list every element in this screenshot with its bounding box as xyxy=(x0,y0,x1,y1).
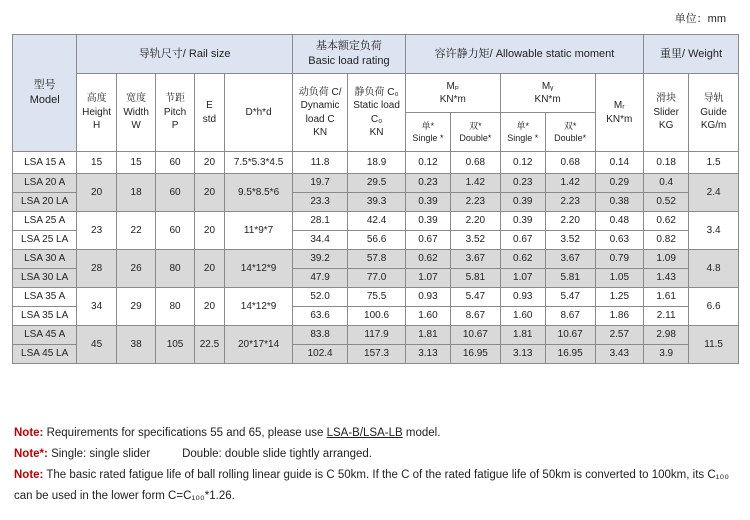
cell-e-std: 20 xyxy=(194,212,224,250)
table-row xyxy=(13,288,739,307)
cell-my-double: 2.23 xyxy=(545,193,595,212)
cell-slider-weight: 0.52 xyxy=(644,193,689,212)
header-double-cn: 双* xyxy=(469,120,482,131)
note-3-text: The basic rated fatigue life of ball rolling linear guide is C 50km. If the C of the rated fatigue life of 50km is converted to 100km, its C₁₀₀ can be used in the lower form C=C₁₀₀*1.26. xyxy=(14,469,730,502)
cell-dynamic-load: 39.2 xyxy=(292,250,347,269)
note-2-label: Note*: xyxy=(14,448,48,460)
header-dynamic-en: Dynamic xyxy=(300,100,340,111)
note-1 xyxy=(14,423,738,444)
cell-e-std: 20 xyxy=(194,250,224,288)
spec-table xyxy=(12,34,739,364)
cell-static-load: 29.5 xyxy=(348,174,406,193)
cell-mp-single: 1.81 xyxy=(405,326,450,345)
cell-my-double: 0.68 xyxy=(545,152,595,174)
note-1-text-b: model. xyxy=(402,427,441,439)
header-double-en: Double* xyxy=(459,133,492,143)
cell-mr: 0.79 xyxy=(595,250,644,269)
cell-my-double: 1.42 xyxy=(545,174,595,193)
cell-static-load: 18.9 xyxy=(348,152,406,174)
note-2-text: Single: single slider Double: double slide tightly arranged. xyxy=(47,448,372,460)
header-dynamic-en2: load C xyxy=(305,113,335,125)
cell-mr: 1.25 xyxy=(595,288,644,307)
cell-my-single: 0.67 xyxy=(500,231,545,250)
header-static-unit: KN xyxy=(369,127,384,138)
cell-slider-weight: 1.43 xyxy=(644,269,689,288)
header-static-cn: 静负荷 C₀ xyxy=(354,86,399,98)
header-width-cn: 宽度 xyxy=(126,93,147,105)
cell-mp-single: 0.62 xyxy=(405,250,450,269)
cell-model: LSA 20 A xyxy=(13,174,77,193)
cell-slider-weight: 2.11 xyxy=(644,307,689,326)
cell-guide-weight: 4.8 xyxy=(689,250,739,288)
header-double-en: Double* xyxy=(554,133,587,143)
header-mr-sym: Mᵣ xyxy=(613,100,625,111)
header-basic-load xyxy=(292,35,405,74)
cell-guide-weight: 2.4 xyxy=(689,174,739,212)
cell-dynamic-load: 11.8 xyxy=(292,152,347,174)
cell-mp-single: 1.07 xyxy=(405,269,450,288)
cell-dhd: 14*12*9 xyxy=(225,250,293,288)
header-slider-cn: 滑块 xyxy=(656,93,677,105)
header-weight: 重里/ Weight xyxy=(644,35,739,74)
cell-my-single: 0.12 xyxy=(500,152,545,174)
cell-guide-weight: 11.5 xyxy=(689,326,739,364)
cell-mp-single: 1.60 xyxy=(405,307,450,326)
note-3 xyxy=(14,465,738,507)
header-width xyxy=(116,74,156,152)
header-basic-load-cn: 基本额定负荷 xyxy=(315,40,382,53)
header-my-double xyxy=(545,113,595,152)
note-1-model-link[interactable]: LSA-B/LSA-LB xyxy=(326,427,403,439)
header-model xyxy=(13,35,77,152)
note-1-text-a: Requirements for specifications 55 and 65, please use xyxy=(43,427,327,439)
cell-mp-single: 0.39 xyxy=(405,193,450,212)
header-my-unit: KN*m xyxy=(534,94,561,105)
table-row xyxy=(13,250,739,269)
cell-model: LSA 25 LA xyxy=(13,231,77,250)
table-row xyxy=(13,174,739,193)
header-width-sym: W xyxy=(131,120,141,132)
cell-mp-single: 0.67 xyxy=(405,231,450,250)
cell-e-std: 20 xyxy=(194,288,224,326)
cell-my-single: 0.23 xyxy=(500,174,545,193)
cell-my-single: 0.62 xyxy=(500,250,545,269)
cell-my-single: 0.39 xyxy=(500,212,545,231)
header-mp-double xyxy=(451,113,501,152)
cell-mp-double: 0.68 xyxy=(451,152,501,174)
cell-slider-weight: 0.4 xyxy=(644,174,689,193)
cell-mp-single: 3.13 xyxy=(405,345,450,364)
cell-dynamic-load: 28.1 xyxy=(292,212,347,231)
header-e-std-label: std xyxy=(202,113,217,125)
cell-static-load: 77.0 xyxy=(348,269,406,288)
header-slider xyxy=(644,74,689,152)
header-mr-unit: KN*m xyxy=(606,113,633,125)
header-dhd: D*h*d xyxy=(225,74,293,152)
table-row xyxy=(13,326,739,345)
cell-slider-weight: 1.09 xyxy=(644,250,689,269)
cell-mr: 0.63 xyxy=(595,231,644,250)
cell-width: 29 xyxy=(116,288,156,326)
cell-model: LSA 35 A xyxy=(13,288,77,307)
cell-static-load: 100.6 xyxy=(348,307,406,326)
header-height xyxy=(77,74,117,152)
cell-pitch: 105 xyxy=(156,326,194,364)
header-single-en: Single * xyxy=(412,133,444,143)
cell-height: 15 xyxy=(77,152,117,174)
header-my-sym: Mᵧ xyxy=(541,80,554,92)
cell-static-load: 117.9 xyxy=(348,326,406,345)
cell-model: LSA 15 A xyxy=(13,152,77,174)
cell-pitch: 60 xyxy=(156,212,194,250)
cell-guide-weight: 3.4 xyxy=(689,212,739,250)
cell-mp-single: 0.39 xyxy=(405,212,450,231)
header-e-sym: E xyxy=(206,100,213,111)
cell-width: 22 xyxy=(116,212,156,250)
header-mp xyxy=(405,74,500,113)
cell-static-load: 56.6 xyxy=(348,231,406,250)
header-height-sym: H xyxy=(92,120,101,132)
cell-mr: 0.38 xyxy=(595,193,644,212)
cell-my-double: 8.67 xyxy=(545,307,595,326)
cell-width: 18 xyxy=(116,174,156,212)
header-single-cn: 单* xyxy=(516,120,530,131)
cell-dhd: 20*17*14 xyxy=(225,326,293,364)
cell-width: 38 xyxy=(116,326,156,364)
header-dynamic-load xyxy=(292,74,347,152)
header-e-std xyxy=(194,74,224,152)
cell-my-single: 0.93 xyxy=(500,288,545,307)
cell-mp-double: 10.67 xyxy=(451,326,501,345)
header-pitch-sym: P xyxy=(171,120,179,132)
header-model-en: Model xyxy=(29,94,60,106)
cell-my-double: 3.67 xyxy=(545,250,595,269)
cell-height: 34 xyxy=(77,288,117,326)
cell-my-double: 16.95 xyxy=(545,345,595,364)
cell-mp-double: 5.47 xyxy=(451,288,501,307)
cell-mr: 0.29 xyxy=(595,174,644,193)
table-row xyxy=(13,152,739,174)
header-mp-single xyxy=(405,113,450,152)
cell-model: LSA 30 A xyxy=(13,250,77,269)
cell-my-double: 5.47 xyxy=(545,288,595,307)
cell-height: 23 xyxy=(77,212,117,250)
note-2 xyxy=(14,444,738,465)
unit-label: 单位：mm xyxy=(674,13,726,25)
cell-mp-double: 3.67 xyxy=(451,250,501,269)
cell-my-double: 5.81 xyxy=(545,269,595,288)
cell-model: LSA 25 A xyxy=(13,212,77,231)
header-single-en: Single * xyxy=(507,133,539,143)
header-height-en: Height xyxy=(82,106,112,118)
cell-mr: 0.48 xyxy=(595,212,644,231)
header-height-cn: 高度 xyxy=(86,93,107,105)
header-double-cn: 双* xyxy=(563,120,577,131)
cell-dhd: 11*9*7 xyxy=(225,212,293,250)
cell-model: LSA 35 LA xyxy=(13,307,77,326)
header-mr xyxy=(595,74,644,152)
cell-pitch: 80 xyxy=(156,250,194,288)
cell-dynamic-load: 23.3 xyxy=(292,193,347,212)
cell-static-load: 75.5 xyxy=(348,288,406,307)
cell-slider-weight: 2.98 xyxy=(644,326,689,345)
header-guide-unit: KG/m xyxy=(700,120,727,132)
header-dynamic-unit: KN xyxy=(313,127,328,138)
table-row xyxy=(13,212,739,231)
cell-mp-double: 1.42 xyxy=(451,174,501,193)
notes xyxy=(14,423,738,507)
cell-dynamic-load: 83.8 xyxy=(292,326,347,345)
cell-my-single: 0.39 xyxy=(500,193,545,212)
cell-mp-double: 16.95 xyxy=(451,345,501,364)
cell-dhd: 7.5*5.3*4.5 xyxy=(225,152,293,174)
header-guide-en: Guide xyxy=(700,106,727,118)
cell-e-std: 22.5 xyxy=(194,326,224,364)
cell-mp-single: 0.12 xyxy=(405,152,450,174)
cell-my-double: 10.67 xyxy=(545,326,595,345)
cell-dynamic-load: 52.0 xyxy=(292,288,347,307)
cell-height: 45 xyxy=(77,326,117,364)
header-my-single xyxy=(500,113,545,152)
header-pitch-cn: 节距 xyxy=(165,93,186,105)
cell-e-std: 20 xyxy=(194,174,224,212)
cell-pitch: 60 xyxy=(156,174,194,212)
header-guide-cn: 导轨 xyxy=(703,93,724,105)
cell-mr: 3.43 xyxy=(595,345,644,364)
note-1-label: Note: xyxy=(14,427,44,439)
cell-mp-single: 0.93 xyxy=(405,288,450,307)
cell-guide-weight: 1.5 xyxy=(689,152,739,174)
cell-width: 26 xyxy=(116,250,156,288)
cell-dynamic-load: 34.4 xyxy=(292,231,347,250)
cell-pitch: 80 xyxy=(156,288,194,326)
cell-slider-weight: 1.61 xyxy=(644,288,689,307)
header-mp-unit: KN*m xyxy=(439,94,466,105)
cell-model: LSA 45 LA xyxy=(13,345,77,364)
header-mp-sym: Mₚ xyxy=(446,80,460,92)
cell-height: 28 xyxy=(77,250,117,288)
header-dynamic-cn: 动负荷 C/ xyxy=(298,86,342,98)
cell-mp-double: 8.67 xyxy=(451,307,501,326)
cell-mp-double: 3.52 xyxy=(451,231,501,250)
cell-slider-weight: 0.62 xyxy=(644,212,689,231)
cell-my-single: 3.13 xyxy=(500,345,545,364)
header-static-en: Static load xyxy=(353,100,400,111)
header-my xyxy=(500,74,595,113)
cell-mr: 0.14 xyxy=(595,152,644,174)
cell-my-single: 1.07 xyxy=(500,269,545,288)
header-static-load xyxy=(348,74,406,152)
cell-model: LSA 45 A xyxy=(13,326,77,345)
cell-slider-weight: 3.9 xyxy=(644,345,689,364)
header-pitch xyxy=(156,74,194,152)
cell-dynamic-load: 63.6 xyxy=(292,307,347,326)
header-rail-size: 导轨尺寸/ Rail size xyxy=(77,35,293,74)
cell-width: 15 xyxy=(116,152,156,174)
cell-mp-double: 2.23 xyxy=(451,193,501,212)
cell-static-load: 57.8 xyxy=(348,250,406,269)
cell-my-single: 1.60 xyxy=(500,307,545,326)
header-pitch-en: Pitch xyxy=(163,106,187,118)
header-model-cn: 型号 xyxy=(33,79,56,92)
cell-model: LSA 30 LA xyxy=(13,269,77,288)
cell-e-std: 20 xyxy=(194,152,224,174)
header-slider-en: Slider xyxy=(653,106,679,118)
cell-slider-weight: 0.18 xyxy=(644,152,689,174)
cell-mp-double: 2.20 xyxy=(451,212,501,231)
cell-static-load: 42.4 xyxy=(348,212,406,231)
header-single-cn: 单* xyxy=(421,120,435,131)
cell-static-load: 39.3 xyxy=(348,193,406,212)
cell-guide-weight: 6.6 xyxy=(689,288,739,326)
header-slider-unit: KG xyxy=(658,120,674,132)
cell-my-single: 1.81 xyxy=(500,326,545,345)
header-basic-load-en: Basic load rating xyxy=(308,55,390,67)
cell-mr: 1.05 xyxy=(595,269,644,288)
cell-dynamic-load: 47.9 xyxy=(292,269,347,288)
cell-mr: 2.57 xyxy=(595,326,644,345)
cell-dhd: 14*12*9 xyxy=(225,288,293,326)
cell-static-load: 157.3 xyxy=(348,345,406,364)
header-guide xyxy=(689,74,739,152)
cell-slider-weight: 0.82 xyxy=(644,231,689,250)
cell-mp-single: 0.23 xyxy=(405,174,450,193)
cell-dhd: 9.5*8.5*6 xyxy=(225,174,293,212)
cell-my-double: 2.20 xyxy=(545,212,595,231)
header-width-en: Width xyxy=(123,106,149,118)
header-static-moment: 容许静力矩/ Allowable static moment xyxy=(405,35,643,74)
cell-model: LSA 20 LA xyxy=(13,193,77,212)
cell-dynamic-load: 19.7 xyxy=(292,174,347,193)
cell-height: 20 xyxy=(77,174,117,212)
cell-my-double: 3.52 xyxy=(545,231,595,250)
cell-mp-double: 5.81 xyxy=(451,269,501,288)
note-3-label: Note: xyxy=(14,469,44,481)
cell-mr: 1.86 xyxy=(595,307,644,326)
header-static-sym: C₀ xyxy=(370,113,383,125)
cell-dynamic-load: 102.4 xyxy=(292,345,347,364)
cell-pitch: 60 xyxy=(156,152,194,174)
